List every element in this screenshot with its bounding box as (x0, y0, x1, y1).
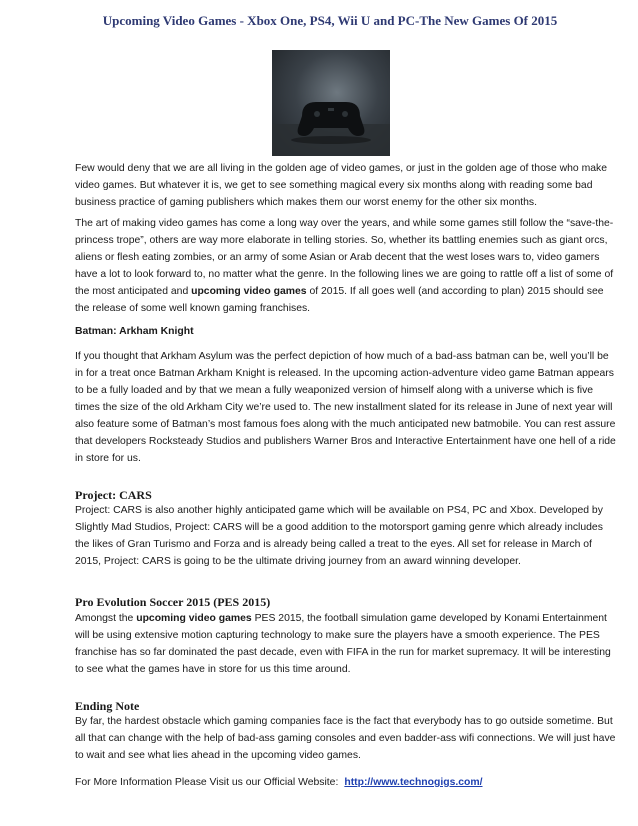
batman-heading: Batman: Arkham Knight (75, 326, 194, 337)
ending-text: By far, the hardest obstacle which gaming companies face is the fact that everybody has to go outside sometime. But all that can change with the help of bad-ass gaming consoles and even badder-ass wifi connections. We will just have to wait and see what lies ahead in the upcoming video games. (75, 716, 616, 761)
footer (75, 774, 615, 791)
batman-text: If you thought that Arkham Asylum was the perfect depiction of how much of a bad-ass batman can be, well you’ll be in for a treat once Batman Arkham Knight is released. In the upcoming action-adventure video game Batman appears to be a fully loaded and by that we mean a fully weaponized version of himself along with a universe which is five times the size of the old Arkham City we’re used to. The new installment slated for its release in June of next year will also feature some of Batman’s most famous foes along with the much anticipated new batmobile. You can rest assure that developers Rocksteady Studios and publishers Warner Bros and Interactive Entertainment have one hell of a ride in store for us. (75, 351, 616, 464)
pes-paragraph (75, 610, 619, 678)
intro-text-2a: The art of making video games has come a long way over the years, and while some games still follow the “save-the-princess trope”, others are way more elaborate in telling stories. So, whether its battling enemies such as giant orcs, aliens or flesh eating zombies, or an army of some Asian or Arab decent that the west loses wars to, video gamers have a lot to look forward to, no matter what the genre. In the following lines we are going to rattle off a list of some of the most anticipated and (75, 218, 614, 297)
pes-keyword: upcoming video games (136, 613, 252, 624)
intro-paragraph-1 (75, 160, 619, 211)
footer-label: For More Information Please Visit us our Official Website: (75, 777, 339, 788)
document-title: Upcoming Video Games - Xbox One, PS4, Wii U and PC-The New Games Of 2015 (102, 13, 558, 28)
intro-text-1: Few would deny that we are all living in the golden age of video games, or just in the golden age of those who make video games. But whatever it is, we get to see something magical every six months along with reading some bad business practice of gaming publishers which makes them our worst enemy for the other six months. (75, 163, 607, 208)
ending-paragraph (75, 713, 619, 764)
intro-text-2 (75, 215, 619, 317)
intro-text-2b: of 2015. If all goes well (and according to plan) 2015 should see the release of some well known gaming franchises. (75, 286, 604, 314)
intro-keyword: upcoming video games (191, 286, 307, 297)
cars-paragraph (75, 502, 619, 570)
batman-paragraph (75, 348, 619, 467)
pes-heading: Pro Evolution Soccer 2015 (PES 2015) (75, 595, 271, 609)
ending-heading: Ending Note (75, 699, 140, 713)
website-link[interactable]: http://www.technogigs.com/ (344, 777, 483, 788)
pes-text-b: PES 2015, the football simulation game developed by Konami Entertainment will be using extensive motion capturing technology to make sure the players have a smooth experience. The PES franchise has so far dominated the past decade, even with FIFA in the run for market supremacy. It will be interesting to see what the games have in store for us this time around. (75, 613, 611, 675)
cars-text: Project: CARS is also another highly anticipated game which will be available on PS4, PC and Xbox. Developed by Slightly Mad Studios, Project: CARS will be a good addition to the motorsport gaming genre which already includes the likes of Gran Turismo and Forza and is already being called a treat to the eyes. All set for release in March of 2015, Project: CARS is going to be the ultimate driving journey from an award winning developer. (75, 505, 603, 567)
gamepad-icon (272, 50, 390, 156)
pes-text (75, 610, 619, 678)
intro-paragraph-2 (75, 215, 619, 317)
pes-text-a: Amongst the (75, 613, 137, 624)
cars-heading: Project: CARS (75, 488, 152, 502)
hero-image (272, 50, 390, 156)
